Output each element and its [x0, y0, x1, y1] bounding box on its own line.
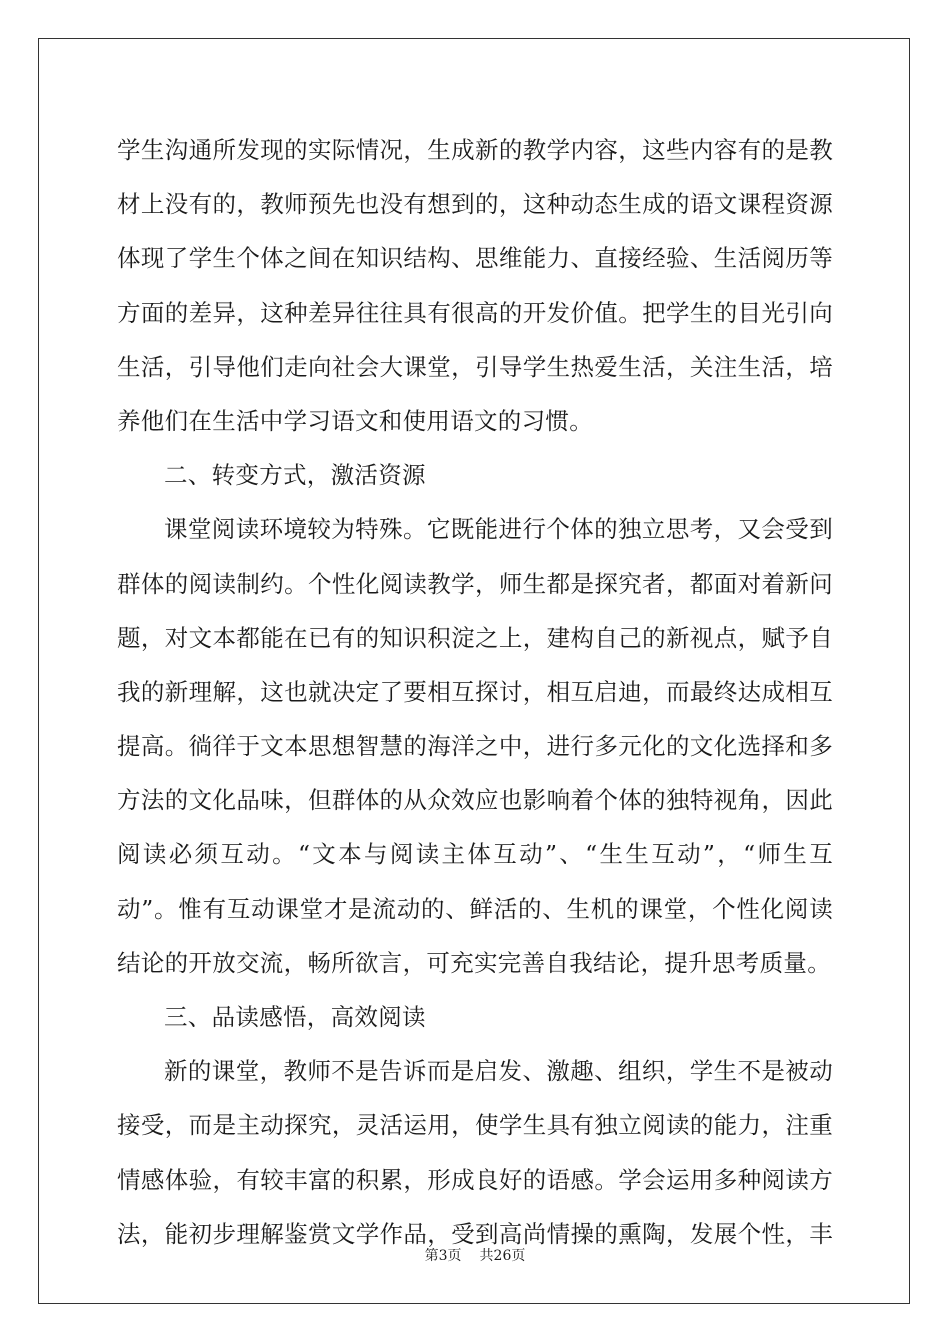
paragraph-line: 群体的阅读制约。个性化阅读教学，师生都是探究者，都面对着新问 — [117, 569, 833, 598]
paragraph-line: 结论的开放交流，畅所欲言，可充实完善自我结论，提升思考质量。 — [117, 948, 831, 977]
page-total: 共26页 — [479, 1248, 526, 1264]
paragraph-line: 课堂阅读环境较为特殊。它既能进行个体的独立思考，又会受到 — [164, 515, 833, 544]
paragraph-3 — [117, 1044, 833, 1261]
paragraph-line: 生活，引导他们走向社会大课堂，引导学生热爱生活，关注生活，培 — [117, 352, 833, 381]
paragraph-line: 题，对文本都能在已有的知识积淀之上，建构自己的新视点，赋予自 — [117, 623, 833, 652]
paragraph-line: 学生沟通所发现的实际情况，生成新的教学内容，这些内容有的是教 — [117, 136, 833, 164]
paragraph-line: 方面的差异，这种差异往往具有很高的开发价值。把学生的目光引向 — [117, 298, 833, 327]
paragraph-line: 法，能初步理解鉴赏文学作品，受到高尚情操的熏陶，发展个性，丰 — [117, 1219, 833, 1248]
paragraph-line: 情感体验，有较丰富的积累，形成良好的语感。学会运用多种阅读方 — [117, 1165, 833, 1194]
paragraph-line: 动”。惟有互动课堂才是流动的、鲜活的、生机的课堂，个性化阅读 — [117, 894, 833, 923]
paragraph-line: 接受，而是主动探究，灵活运用，使学生具有独立阅读的能力，注重 — [117, 1111, 833, 1140]
paragraph-line: 体现了学生个体之间在知识结构、思维能力、直接经验、生活阅历等 — [117, 244, 833, 273]
paragraph-line: 养他们在生活中学习语文和使用语文的习惯。 — [117, 406, 593, 435]
paragraph-line: 材上没有的，教师预先也没有想到的，这种动态生成的语文课程资源 — [117, 190, 833, 219]
page-number: 第3页 — [424, 1248, 462, 1264]
paragraph-line: 新的课堂，教师不是告诉而是启发、激趣、组织，学生不是被动 — [164, 1057, 833, 1086]
section-heading-2: 二、转变方式，激活资源 — [164, 461, 426, 490]
paragraph-line: 阅读必须互动。“文本与阅读主体互动”、“生生互动”，“师生互 — [117, 840, 833, 869]
paragraph-line: 方法的文化品味，但群体的从众效应也影响着个体的独特视角，因此 — [117, 786, 833, 815]
paragraph-line: 提高。徜徉于文本思想智慧的海洋之中，进行多元化的文化选择和多 — [117, 732, 833, 761]
paragraph-2 — [117, 502, 833, 990]
paragraph-1 — [117, 123, 833, 448]
page-footer — [0, 1245, 950, 1265]
section-heading-3: 三、品读感悟，高效阅读 — [164, 1003, 426, 1031]
document-body — [117, 123, 833, 1261]
paragraph-line: 我的新理解，这也就决定了要相互探讨，相互启迪，而最终达成相互 — [117, 677, 833, 706]
